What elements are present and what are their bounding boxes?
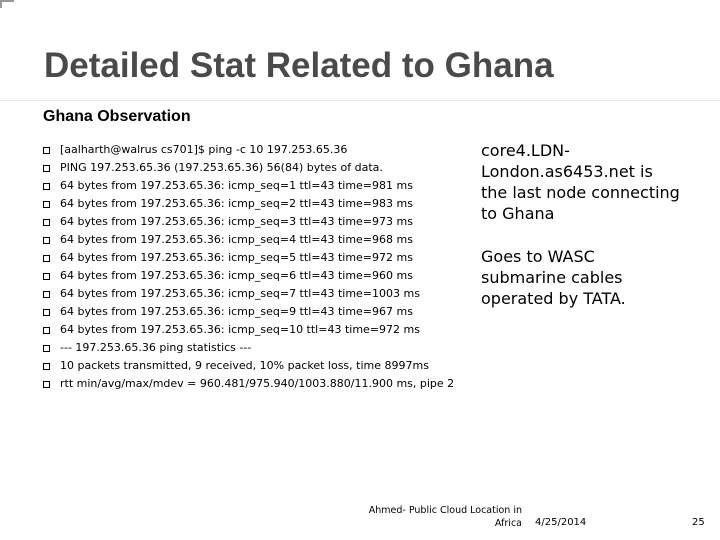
list-item [42, 196, 462, 212]
ping-line-text: [aalharth@walrus cs701]$ ping -c 10 197.253.65.36 [60, 143, 348, 156]
ping-line-text: 10 packets transmitted, 9 received, 10% packet loss, time 8997ms [60, 359, 429, 372]
square-bullet-icon [43, 237, 50, 244]
page-number: 25 [692, 517, 705, 528]
square-bullet-icon [43, 255, 50, 262]
slide-title: Detailed Stat Related to Ghana [44, 46, 554, 85]
ping-line-text: 64 bytes from 197.253.65.36: icmp_seq=10 ttl=43 time=972 ms [60, 323, 420, 336]
list-item [42, 142, 462, 158]
square-bullet-icon [43, 345, 50, 352]
ping-line-text: 64 bytes from 197.253.65.36: icmp_seq=9 ttl=43 time=967 ms [60, 305, 413, 318]
square-bullet-icon [43, 309, 50, 316]
list-item [42, 232, 462, 248]
list-item [42, 268, 462, 284]
ping-output-list [42, 142, 462, 394]
square-bullet-icon [43, 183, 50, 190]
ping-line-text: --- 197.253.65.36 ping statistics --- [60, 341, 252, 354]
list-item [42, 322, 462, 338]
ping-line-text: 64 bytes from 197.253.65.36: icmp_seq=1 ttl=43 time=981 ms [60, 179, 413, 192]
square-bullet-icon [43, 273, 50, 280]
list-item [42, 250, 462, 266]
square-bullet-icon [43, 219, 50, 226]
square-bullet-icon [43, 201, 50, 208]
list-item [42, 304, 462, 320]
list-item [42, 340, 462, 356]
notes-panel [481, 140, 681, 331]
corner-decoration [0, 0, 14, 8]
ping-line-text: 64 bytes from 197.253.65.36: icmp_seq=3 ttl=43 time=973 ms [60, 215, 413, 228]
last-node-note: core4.LDN-London.as6453.net is the last node connecting to Ghana [481, 141, 680, 223]
ping-line-text: 64 bytes from 197.253.65.36: icmp_seq=2 ttl=43 time=983 ms [60, 197, 413, 210]
square-bullet-icon [43, 327, 50, 334]
list-item [42, 358, 462, 374]
square-bullet-icon [43, 381, 50, 388]
section-subtitle: Ghana Observation [43, 108, 191, 125]
ping-line-text: 64 bytes from 197.253.65.36: icmp_seq=4 ttl=43 time=968 ms [60, 233, 413, 246]
ping-line-text: 64 bytes from 197.253.65.36: icmp_seq=7 ttl=43 time=1003 ms [60, 287, 420, 300]
square-bullet-icon [43, 363, 50, 370]
submarine-cable-note: Goes to WASC submarine cables operated by TATA. [481, 247, 626, 308]
ping-line-text: 64 bytes from 197.253.65.36: icmp_seq=6 ttl=43 time=960 ms [60, 269, 413, 282]
ping-line-text: 64 bytes from 197.253.65.36: icmp_seq=5 ttl=43 time=972 ms [60, 251, 413, 264]
list-item [42, 214, 462, 230]
list-item [42, 286, 462, 302]
list-item [42, 160, 462, 176]
square-bullet-icon [43, 147, 50, 154]
list-item [42, 178, 462, 194]
ping-line-text: PING 197.253.65.36 (197.253.65.36) 56(84) bytes of data. [60, 161, 383, 174]
ping-line-text: rtt min/avg/max/mdev = 960.481/975.940/1003.880/11.900 ms, pipe 2 [60, 377, 455, 390]
square-bullet-icon [43, 165, 50, 172]
square-bullet-icon [43, 291, 50, 298]
list-item [42, 376, 462, 392]
title-divider [0, 100, 720, 101]
footer-caption: Ahmed- Public Cloud Location in Africa [368, 505, 522, 529]
footer-date: 4/25/2014 [535, 517, 587, 528]
